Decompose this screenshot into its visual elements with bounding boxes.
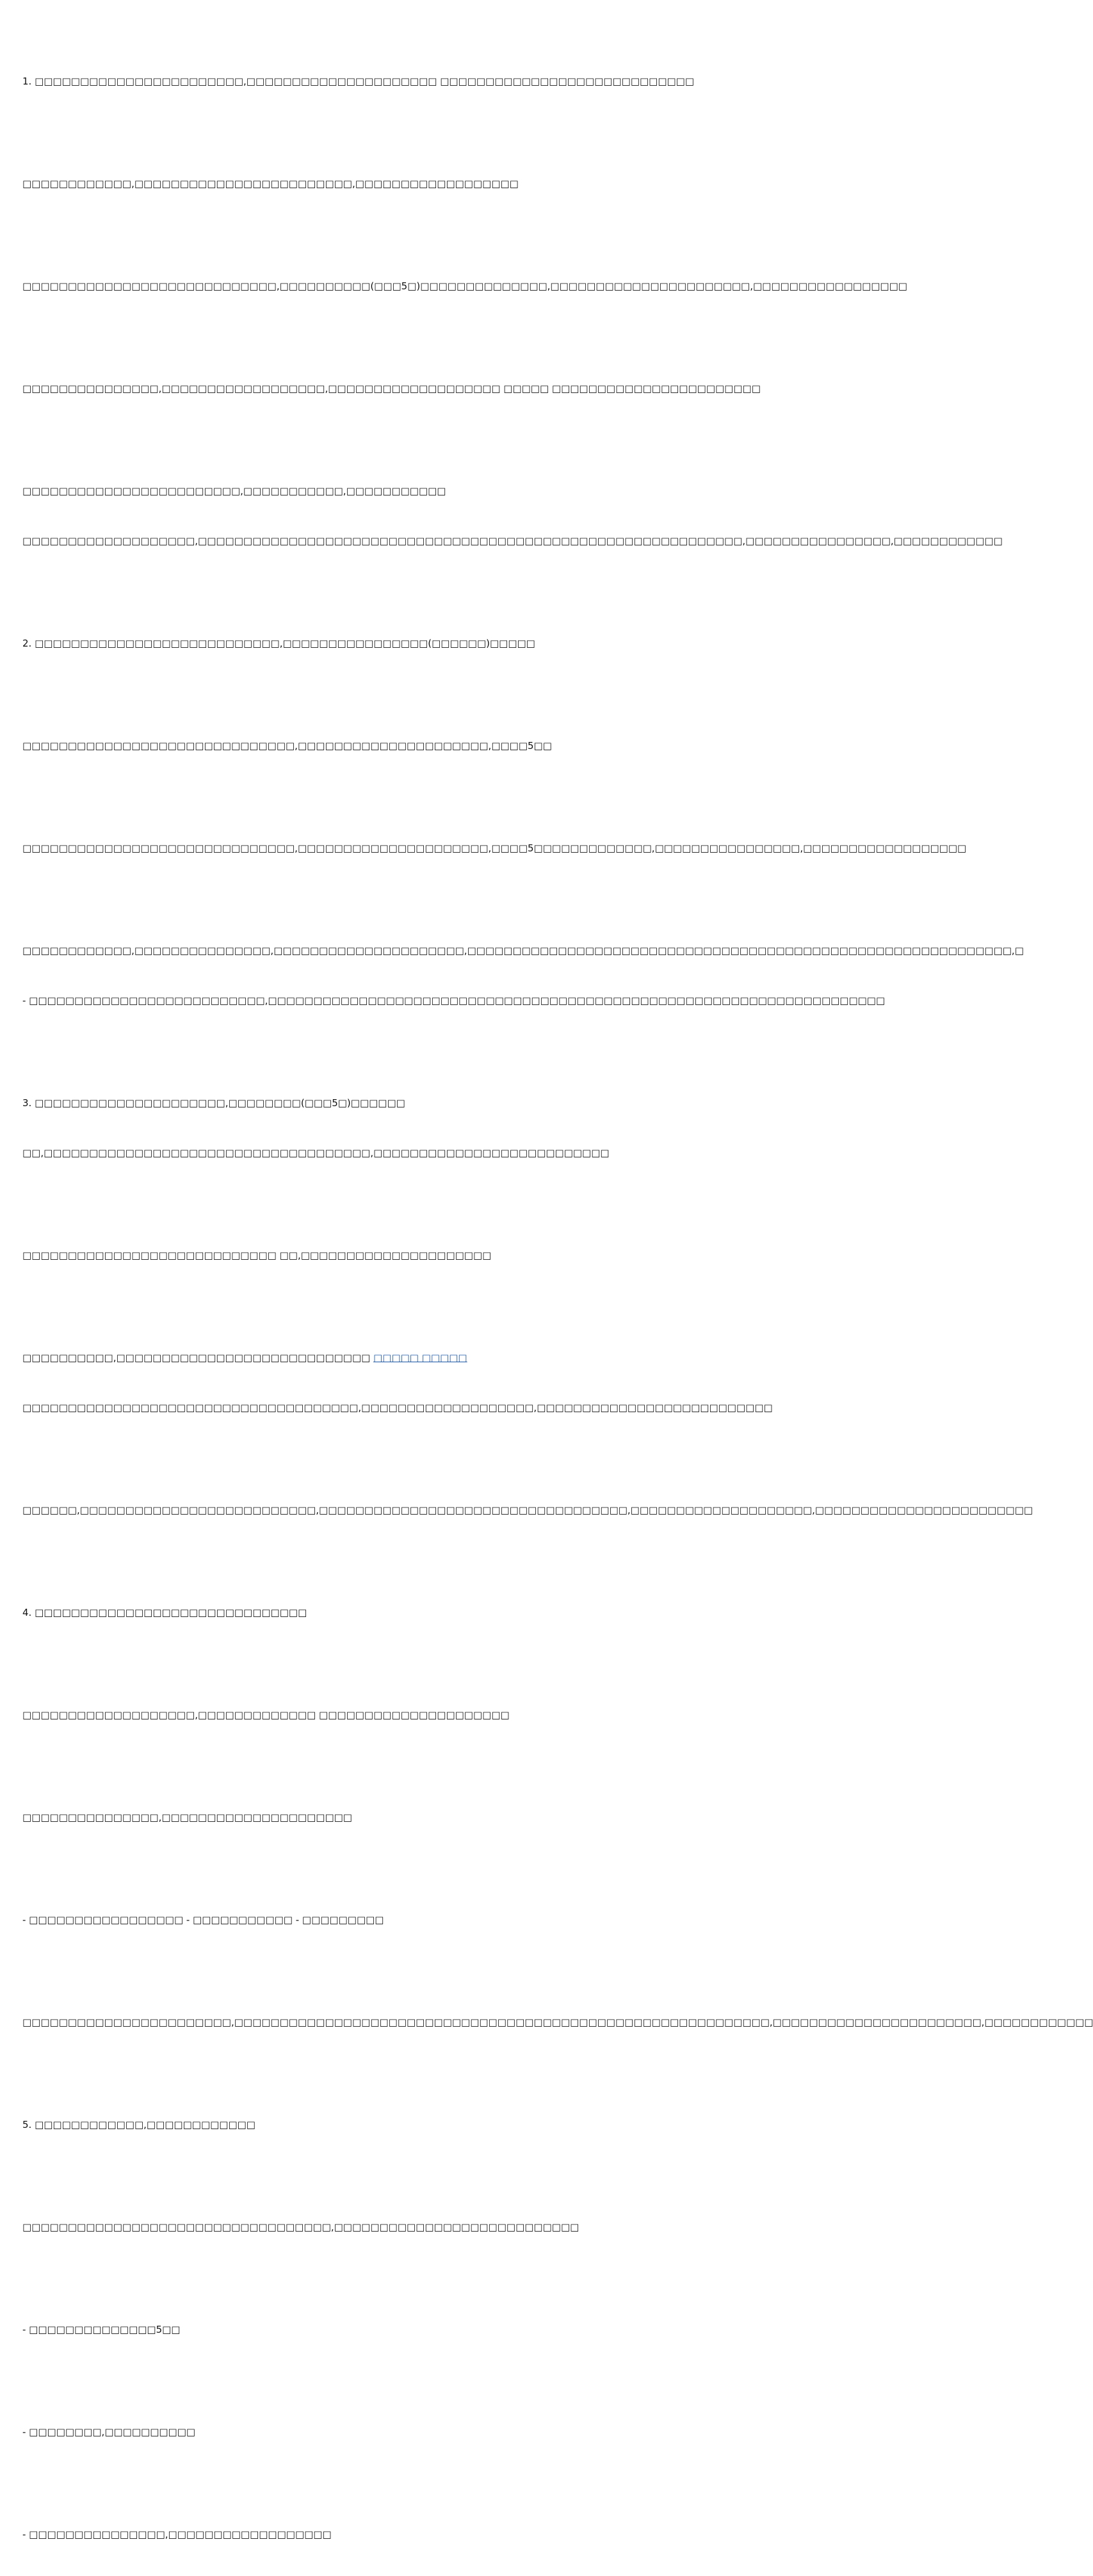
text-line: - □□□□□□□□□□□□□□□,□□□□□□□□□□□□□□□□□□ xyxy=(22,2529,332,2540)
text-line: □□□□□□□□□□□□□□□,□□□□□□□□□□□□□□□□□□□□□ xyxy=(22,1812,352,1823)
list-item xyxy=(22,2493,634,2576)
text-line: □□□□□□□□□□□□□□□□□□□,□□□□□□□□□□□□□□□□□□□□□□□□□□□□□□□□□□□□□□□□□□□□□□□□□□□□□□□□□□□□,□□□□□□□□□□□□□□□□,□□□□□□□□□□□□ xyxy=(22,535,1003,547)
text-line: □□□□□□□□□□□□□□□□□□□□□□□,□□□□□□□□□□□□□□□□□□□□□□□□□□□□□□□□□□□□□□□□□□□□□□□□□□□□□□□□□□□,□□□□□□□□□□□□□□□□□□□□□□□,□□□□□□□□□□□□ xyxy=(22,2017,1093,2028)
text-line: □□□□□□□□□□□□□□□,□□□□□□□□□□□□□□□□□□,□□□□□□□□□□□□□□□□□□□ □□□□□ □□□□□□□□□□□□□□□□□□□□□□□ xyxy=(22,383,761,394)
text-line: □□□□□□□□□□□□□□□□□□□□□□□□,□□□□□□□□□□□,□□□□□□□□□□□ xyxy=(22,485,446,497)
paragraph-section-4-heading xyxy=(22,1571,634,1654)
paragraph-8 xyxy=(22,807,967,890)
text-line: □□□□□□□□□□□□□□□□□□□□□□□□□□□□ □□,□□□□□□□□□□□□□□□□□□□□□ xyxy=(22,1250,492,1261)
paragraph-7 xyxy=(22,704,634,787)
paragraph-section-5-heading xyxy=(22,2083,634,2166)
paragraph-20 xyxy=(22,2186,634,2269)
text-line: 4. □□□□□□□□□□□□□□□□□□□□□□□□□□□□□□ xyxy=(22,1607,307,1618)
list-item xyxy=(22,2390,634,2474)
paragraph-4 xyxy=(22,347,761,430)
paragraph-12-with-link xyxy=(22,1316,773,1449)
text-line: □□□□□□□□□□□□□□□□□□□,□□□□□□□□□□□□□ □□□□□□□□□□□□□□□□□□□□□ xyxy=(22,1709,510,1721)
paragraph-13 xyxy=(22,1469,1033,1552)
text-line: - □□□□□□□□,□□□□□□□□□□ xyxy=(22,2426,196,2438)
text-line: □□□□□□□□□□□□□□□□□□□□□□□□□□□□□□,□□□□□□□□□□□□□□□□□□□□□,□□□□5□□□□□□□□□□□□□,□□□□□□□□□□□□□□□□,□□□□□□□□□□□□□□□□□□ xyxy=(22,842,967,854)
paragraph-16 xyxy=(22,1776,634,1859)
text-line: □□□□□□□□□□□□□□□□□□□□□□□□□□□□□□,□□□□□□□□□□□□□□□□□□□□□,□□□□5□□ xyxy=(22,740,552,752)
document-body xyxy=(22,40,1093,2576)
text-line: □□□□□□□□□□□□□□□□□□□□□□□□□□□□□□□□□□□□□,□□□□□□□□□□□□□□□□□□□,□□□□□□□□□□□□□□□□□□□□□□□□□□ xyxy=(22,1402,773,1413)
paragraph-9 xyxy=(22,909,1024,1042)
list-item xyxy=(22,2288,634,2371)
text-line: □□□□□□□□□□□□□□□□□□□□□□□□□□□□,□□□□□□□□□□(□□□5□)□□□□□□□□□□□□□□,□□□□□□□□□□□□□□□□□□□□□□,□□□□□□□□□□□□□□□□□ xyxy=(22,280,907,292)
paragraph-section-2-heading xyxy=(22,602,634,685)
paragraph-15 xyxy=(22,1673,634,1757)
paragraph-section-3-heading xyxy=(22,1061,634,1195)
paragraph-5 xyxy=(22,449,1003,583)
paragraph-2 xyxy=(22,142,634,225)
paragraph-11 xyxy=(22,1214,634,1297)
paragraph-3 xyxy=(22,245,907,328)
text-line: 2. □□□□□□□□□□□□□□□□□□□□□□□□□□□,□□□□□□□□□□□□□□□□(□□□□□□)□□□□□ xyxy=(22,638,535,649)
text-line xyxy=(22,1349,634,1366)
inline-link[interactable]: □□□□□ □□□□□ xyxy=(373,1352,467,1364)
text-line: - □□□□□□□□□□□□□□5□□ xyxy=(22,2324,181,2335)
text-segment: □□□□□□□□□□,□□□□□□□□□□□□□□□□□□□□□□□□□□□□ xyxy=(22,1352,374,1364)
text-line: 1. □□□□□□□□□□□□□□□□□□□□□□□,□□□□□□□□□□□□□□□□□□□□□ □□□□□□□□□□□□□□□□□□□□□□□□□□□□ xyxy=(22,76,695,87)
text-line: □□□□□□,□□□□□□□□□□□□□□□□□□□□□□□□□□,□□□□□□□□□□□□□□□□□□□□□□□□□□□□□□□□□□,□□□□□□□□□□□□□□□□□□□□,□□□□□□□□□□□□□□□□□□□□□□□□ xyxy=(22,1504,1033,1516)
text-line: 3. □□□□□□□□□□□□□□□□□□□□□,□□□□□□□□(□□□5□)□□□□□□ xyxy=(22,1097,405,1109)
text-line: □□,□□□□□□□□□□□□□□□□□□□□□□□□□□□□□□□□□□□□,□□□□□□□□□□□□□□□□□□□□□□□□□□ xyxy=(22,1147,610,1159)
text-line: 5. □□□□□□□□□□□□,□□□□□□□□□□□□ xyxy=(22,2119,255,2130)
text-line: □□□□□□□□□□□□□□□□□□□□□□□□□□□□□□□□□□,□□□□□□□□□□□□□□□□□□□□□□□□□□□ xyxy=(22,2221,579,2233)
text-line: □□□□□□□□□□□□,□□□□□□□□□□□□□□□□□□□□□□□□,□□□□□□□□□□□□□□□□□□ xyxy=(22,178,519,189)
text-line: - □□□□□□□□□□□□□□□□□□□□□□□□□□,□□□□□□□□□□□□□□□□□□□□□□□□□□□□□□□□□□□□□□□□□□□□□□□□□□□□□□□□□□□□□□□□□□□□ xyxy=(22,995,886,1006)
text-line: □□□□□□□□□□□□,□□□□□□□□□□□□□□□,□□□□□□□□□□□□□□□□□□□□□,□□□□□□□□□□□□□□□□□□□□□□□□□□□□□□□□□□□□□□□□□□□□□□□□□□□□□□□□□□□□,□ xyxy=(22,945,1024,956)
paragraph-1 xyxy=(22,40,695,123)
text-line: - □□□□□□□□□□□□□□□□□ - □□□□□□□□□□□ - □□□□□□□□□ xyxy=(22,1914,384,1926)
paragraph-18 xyxy=(22,1981,1093,2064)
paragraph-17-list xyxy=(22,1878,634,1961)
